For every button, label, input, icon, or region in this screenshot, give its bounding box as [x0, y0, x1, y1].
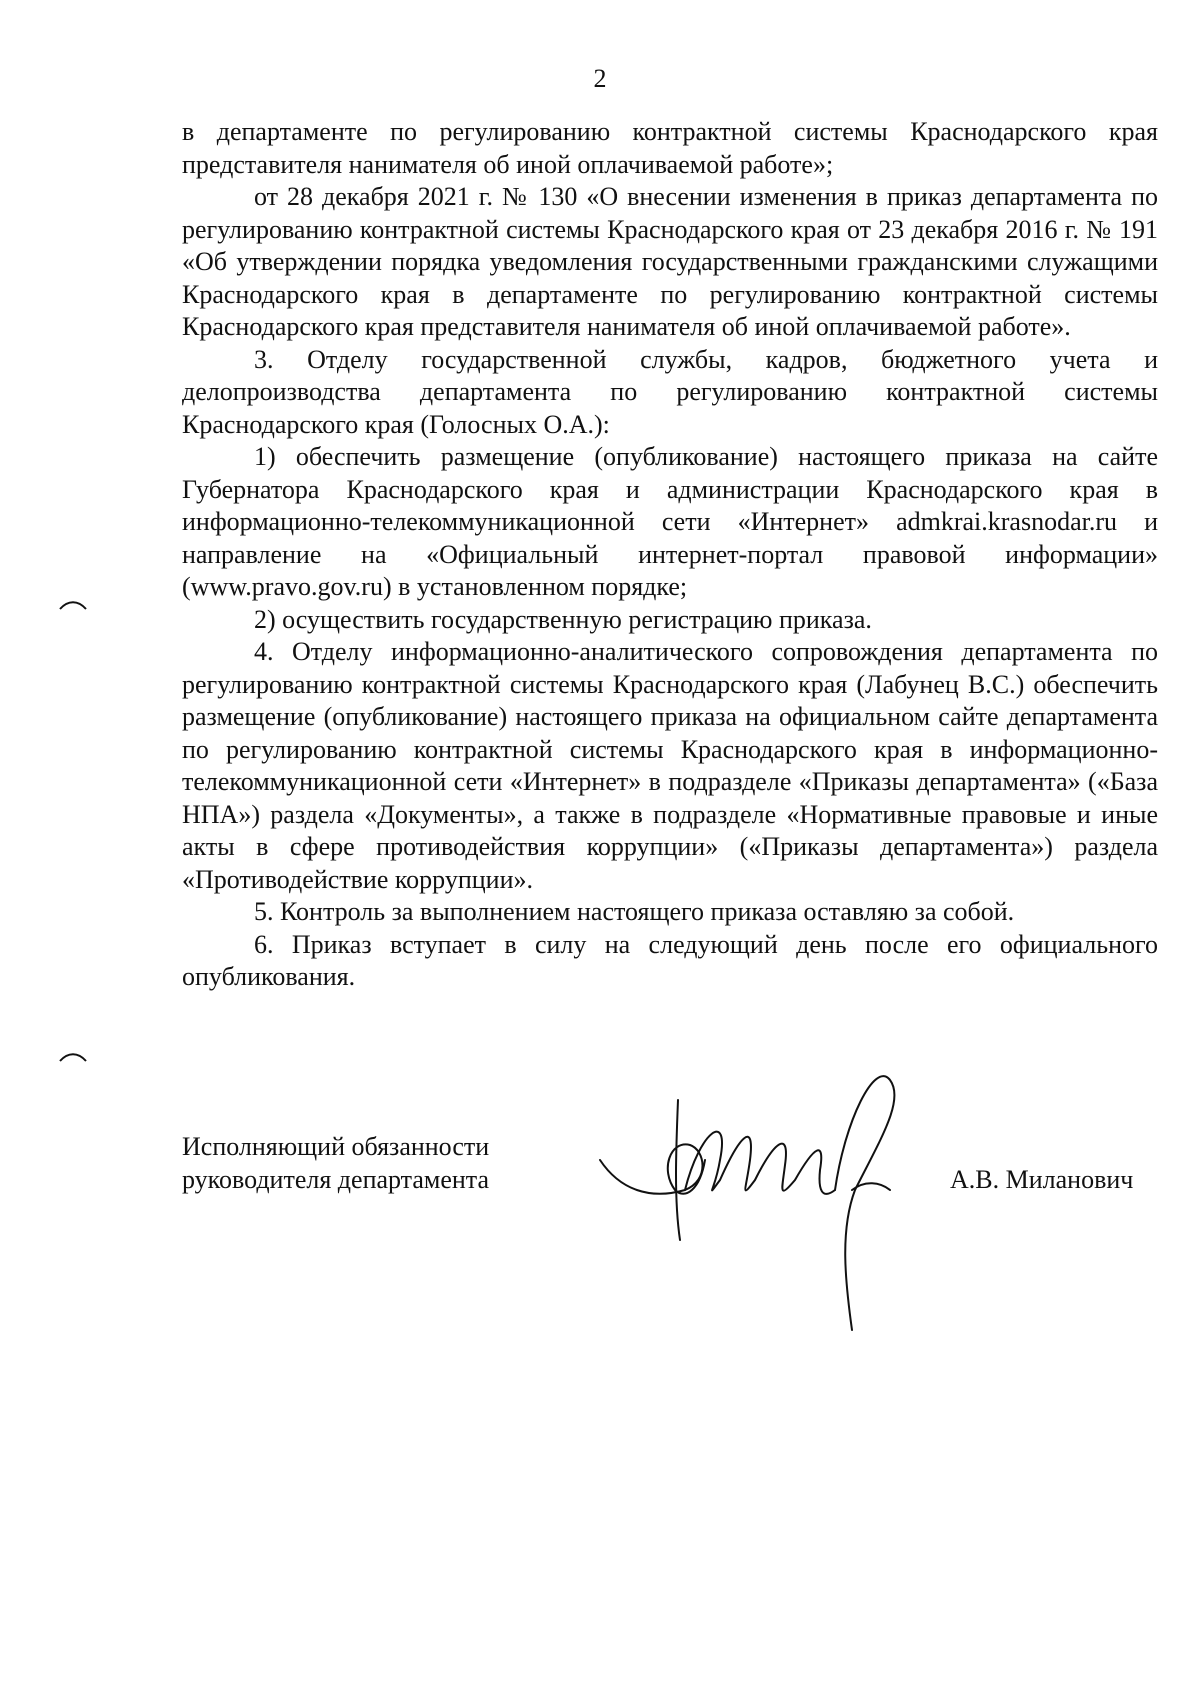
- signatory-position: [182, 1130, 489, 1196]
- paragraph: 5. Контроль за выполнением настоящего приказа оставляю за собой.: [254, 897, 1015, 926]
- page-number: 2: [593, 64, 607, 93]
- signature-stroke: [835, 1076, 895, 1330]
- paragraph: в департаменте по регулированию контрактной системы Краснодарского края представителя нанимателя об иной оплачиваемой работе»;: [182, 117, 1158, 179]
- signatory-name: А.В. Миланович: [950, 1165, 1134, 1194]
- paragraph: от 28 декабря 2021 г. № 130 «О внесении изменения в приказ департамента по регулированию контрактной системы Краснодарского края от 23 декабря 2016 г. № 191 «Об утверждении порядка уведомления государственными гражданскими служащими Краснодарского края в департаменте по регулированию контрактной системы Краснодарского края представителя нанимателя об иной оплачиваемой работе».: [182, 182, 1158, 341]
- signature-stroke: [676, 1100, 680, 1240]
- document-body: [182, 116, 1158, 994]
- signatory-position-line: руководителя департамента: [182, 1165, 490, 1194]
- binding-hole-mark: [58, 1050, 88, 1064]
- paragraph: 4. Отделу информационно-аналитического сопровождения департамента по регулированию контрактной системы Краснодарского края (Лабунец В.С.) обеспечить размещение (опубликование) настоящего приказа на официальном сайте департамента по регулированию контрактной системы Краснодарского края в информационно-телекоммуникационной сети «Интернет» в подразделе «Приказы департамента» («База НПА») раздела «Документы», а также в подразделе «Нормативные правовые и иные акты в сфере противодействия коррупции» («Приказы департамента») раздела «Противодействие коррупции».: [182, 637, 1158, 894]
- binding-hole-mark: [58, 598, 88, 612]
- paragraph: 6. Приказ вступает в силу на следующий день после его официального опубликования.: [182, 929, 1158, 991]
- handwritten-signature: [590, 1040, 970, 1340]
- signatory-position-line: Исполняющий обязанности: [182, 1132, 490, 1161]
- signature-stroke: [600, 1144, 705, 1193]
- paragraph: 3. Отделу государственной службы, кадров, бюджетного учета и делопроизводства департамента по регулированию контрактной системы Краснодарского края (Голосных О.А.):: [182, 344, 1158, 439]
- paragraph: 2) осуществить государственную регистрацию приказа.: [254, 604, 872, 634]
- signature-stroke: [685, 1132, 835, 1194]
- paragraph: 1) обеспечить размещение (опубликование) настоящего приказа на сайте Губернатора Краснодарского края и администрации Краснодарского края в информационно-телекоммуникационной сети «Интернет» admkrai.krasnodar.ru и направление на «Официальный интернет-портал правовой информации» (www.pravo.gov.ru) в установленном порядке;: [182, 442, 1158, 601]
